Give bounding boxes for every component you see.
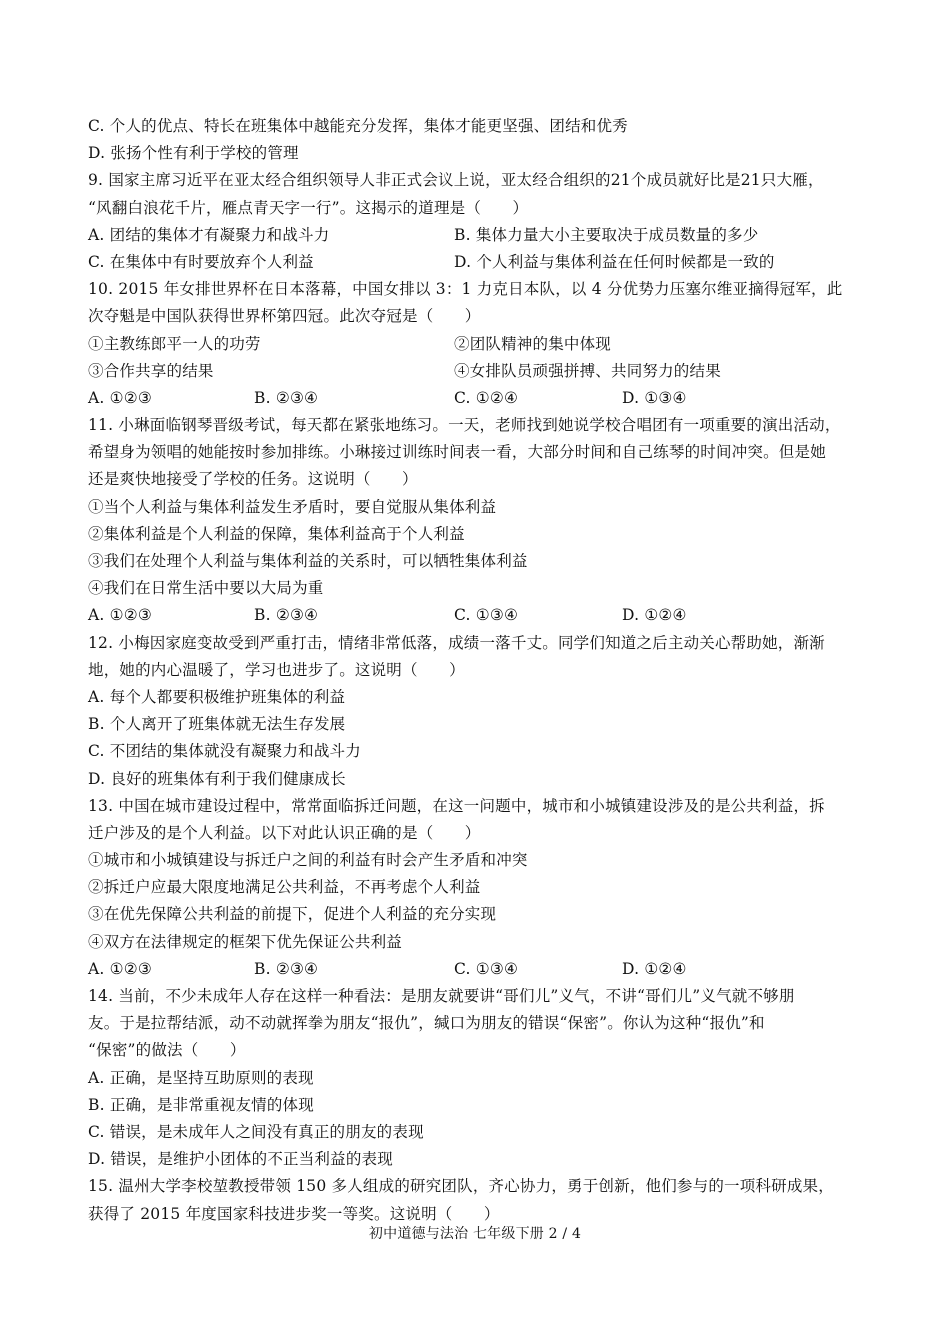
q9-option-a: A. 团结的集体才有凝聚力和战斗力 bbox=[88, 225, 330, 244]
q13-option-d: D. ①②④ bbox=[622, 959, 687, 978]
q14-option-d: D. 错误，是维护小团体的不正当利益的表现 bbox=[88, 1150, 393, 1169]
q10-statement-3: ③合作共享的结果 bbox=[88, 361, 214, 380]
q10-option-d: D. ①③④ bbox=[622, 388, 687, 407]
q10-statement-2: ②团队精神的集中体现 bbox=[454, 334, 612, 353]
q8-option-d: D. 张扬个性有利于学校的管理 bbox=[88, 144, 299, 163]
q14-stem-line-3: “保密”的做法（ ） bbox=[88, 1041, 246, 1060]
q11-options bbox=[88, 602, 868, 629]
q11-statement-1: ①当个人利益与集体利益发生矛盾时，要自觉服从集体利益 bbox=[88, 497, 497, 516]
q14-stem-line-2: 友。于是拉帮结派，动不动就挥拳为朋友“报仇”，缄口为朋友的错误“保密”。你认为这种“报仇”和 bbox=[88, 1014, 765, 1033]
q9-option-b: B. 集体力量大小主要取决于成员数量的多少 bbox=[454, 225, 759, 244]
q13-statement-3: ③在优先保障公共利益的前提下，促进个人利益的充分实现 bbox=[88, 905, 497, 924]
q9-option-d: D. 个人利益与集体利益在任何时候都是一致的 bbox=[454, 252, 775, 271]
page-footer: 初中道德与法治 七年级下册 2 / 4 bbox=[368, 1226, 582, 1242]
q9-options-row-2 bbox=[88, 249, 868, 276]
q12-option-a: A. 每个人都要积极维护班集体的利益 bbox=[88, 687, 346, 706]
q10-statement-4: ④女排队员顽强拼搏、共同努力的结果 bbox=[454, 361, 721, 380]
q13-option-b: B. ②③④ bbox=[254, 959, 319, 978]
q11-statement-3: ③我们在处理个人利益与集体利益的关系时，可以牺牲集体利益 bbox=[88, 552, 528, 570]
q13-statement-1: ①城市和小城镇建设与拆迁户之间的利益有时会产生矛盾和冲突 bbox=[88, 851, 528, 870]
q15-stem-line-1: 15. 温州大学李校堃教授带领 150 多人组成的研究团队，齐心协力，勇于创新，他们参与的一项科研成果， bbox=[88, 1177, 834, 1196]
q10-options bbox=[88, 385, 868, 412]
q11-option-d: D. ①②④ bbox=[622, 606, 687, 625]
q13-option-a: A. ①②③ bbox=[88, 959, 152, 978]
q14-option-b: B. 正确，是非常重视友情的体现 bbox=[88, 1095, 314, 1114]
q13-statement-4: ④双方在法律规定的框架下优先保证公共利益 bbox=[88, 932, 403, 951]
q10-option-a: A. ①②③ bbox=[88, 388, 152, 407]
q9-stem-line-1: 9. 国家主席习近平在亚太经合组织领导人非正式会议上说，亚太经合组织的21个成员就好比是21只大雁， bbox=[88, 171, 824, 190]
q10-stem-line-2: 次夺魁是中国队获得世界杯第四冠。此次夺冠是（ ） bbox=[88, 307, 481, 326]
q11-stem-line-2: 希望身为领唱的她能按时参加排练。小琳接过训练时间表一看，大部分时间和自己练琴的时间冲突。但是她 bbox=[88, 443, 826, 462]
q12-option-b: B. 个人离开了班集体就无法生存发展 bbox=[88, 715, 346, 734]
q10-stem-line-1: 10. 2015 年女排世界杯在日本落幕，中国女排以 3：1 力克日本队，以 4 分优势力压塞尔维亚摘得冠军，此 bbox=[88, 280, 843, 299]
q13-statement-2: ②拆迁户应最大限度地满足公共利益，不再考虑个人利益 bbox=[88, 878, 481, 897]
q10-statement-1: ①主教练郎平一人的功劳 bbox=[88, 334, 261, 353]
q10-option-c: C. ①②④ bbox=[454, 388, 519, 407]
q10-statements-row-1 bbox=[88, 331, 868, 358]
q8-option-c: C. 个人的优点、特长在班集体中越能充分发挥，集体才能更坚强、团结和优秀 bbox=[88, 117, 628, 135]
q12-stem-line-1: 12. 小梅因家庭变故受到严重打击，情绪非常低落，成绩一落千丈。同学们知道之后主动关心帮助她，渐渐 bbox=[88, 633, 825, 652]
q14-stem-line-1: 14. 当前，不少未成年人存在这样一种看法：是朋友就要讲“哥们儿”义气，不讲“哥们儿”义气就不够朋 bbox=[88, 987, 795, 1005]
q10-option-b: B. ②③④ bbox=[254, 388, 319, 407]
q11-option-a: A. ①②③ bbox=[88, 606, 152, 625]
question-list bbox=[88, 113, 868, 1228]
q13-stem-line-1: 13. 中国在城市建设过程中，常常面临拆迁问题，在这一问题中，城市和小城镇建设涉及的是公共利益，拆 bbox=[88, 796, 825, 815]
q9-options-row-1 bbox=[88, 222, 868, 249]
q13-options bbox=[88, 956, 868, 983]
q11-option-c: C. ①③④ bbox=[454, 606, 519, 625]
q9-option-c: C. 在集体中有时要放弃个人利益 bbox=[88, 252, 314, 271]
q13-option-c: C. ①③④ bbox=[454, 959, 519, 978]
q12-stem-line-2: 地，她的内心温暖了，学习也进步了。这说明（ ） bbox=[88, 660, 465, 679]
q11-statement-2: ②集体利益是个人利益的保障，集体利益高于个人利益 bbox=[88, 524, 465, 543]
q12-option-c: C. 不团结的集体就没有凝聚力和战斗力 bbox=[88, 742, 361, 761]
q13-stem-line-2: 迁户涉及的是个人利益。以下对此认识正确的是（ ） bbox=[88, 823, 481, 842]
q11-option-b: B. ②③④ bbox=[254, 606, 319, 625]
q14-option-a: A. 正确，是坚持互助原则的表现 bbox=[88, 1068, 314, 1087]
q11-stem-line-1: 11. 小琳面临钢琴晋级考试，每天都在紧张地练习。一天，老师找到她说学校合唱团有一项重要的演出活动， bbox=[88, 416, 841, 435]
q11-statement-4: ④我们在日常生活中要以大局为重 bbox=[88, 579, 324, 598]
q9-stem-line-2: “风翻白浪花千片，雁点青天字一行”。这揭示的道理是（ ） bbox=[88, 198, 529, 217]
q12-option-d: D. 良好的班集体有利于我们健康成长 bbox=[88, 769, 346, 788]
q10-statements-row-2 bbox=[88, 358, 868, 385]
q14-option-c: C. 错误，是未成年人之间没有真正的朋友的表现 bbox=[88, 1122, 424, 1141]
q15-stem-line-2: 获得了 2015 年度国家科技进步奖一等奖。这说明（ ） bbox=[88, 1204, 500, 1223]
q11-stem-line-3: 还是爽快地接受了学校的任务。这说明（ ） bbox=[88, 470, 418, 489]
